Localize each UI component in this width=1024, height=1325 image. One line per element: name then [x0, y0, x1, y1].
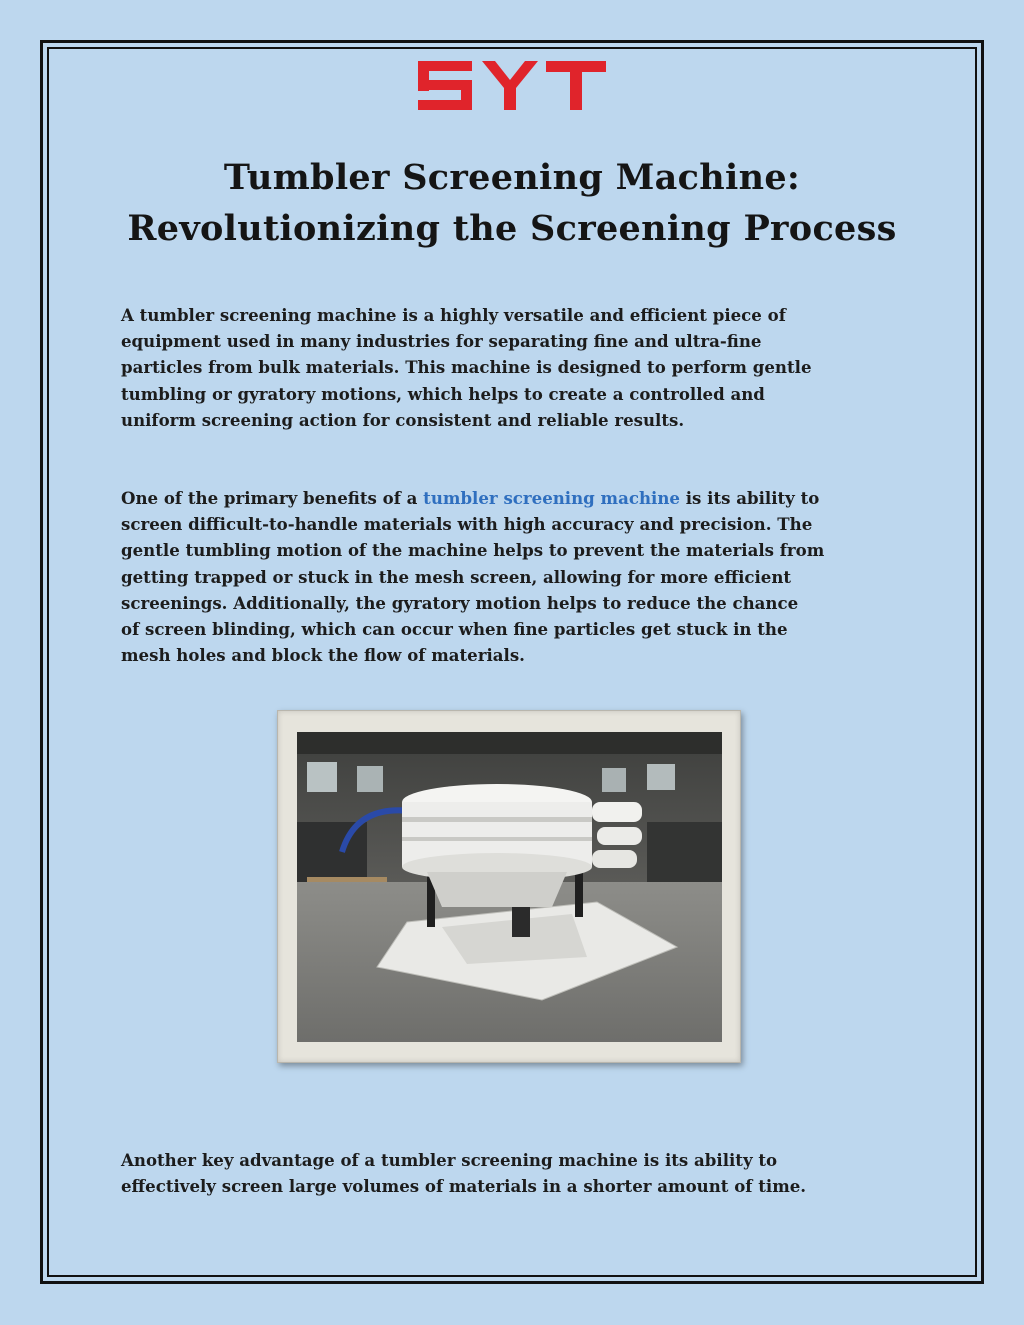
text-line: screenings. Additionally, the gyratory motion helps to reduce the chance: [121, 592, 799, 613]
text-line: particles from bulk materials. This machine is designed to perform gentle: [121, 357, 812, 378]
text-line: [121, 485, 911, 511]
text-line: getting trapped or stuck in the mesh screen, allowing for more efficient: [121, 566, 792, 587]
text-line: of screen blinding, which can occur when fine particles get stuck in the: [121, 619, 788, 640]
text-line: mesh holes and block the flow of materials.: [121, 645, 525, 666]
text-line: gentle tumbling motion of the machine helps to prevent the materials from: [121, 540, 825, 561]
benefits-paragraph: [121, 485, 911, 668]
text-line: equipment used in many industries for separating fine and ultra-fine: [121, 331, 762, 352]
page-title: [60, 152, 964, 254]
text-line: Another key advantage of a tumbler screening machine is its ability to: [121, 1150, 778, 1170]
text-line: tumbling or gyratory motions, which helps to create a controlled and: [121, 383, 765, 404]
syt-logo: [416, 58, 608, 112]
text-fragment: is its ability to: [679, 488, 820, 508]
text-line: uniform screening action for consistent and reliable results.: [121, 409, 685, 430]
text-line: A tumbler screening machine is a highly versatile and efficient piece of: [121, 305, 786, 325]
machine-photo-frame: [277, 710, 741, 1063]
intro-paragraph: [121, 302, 911, 433]
machine-photo: [297, 732, 722, 1042]
tumbler-machine-image: [297, 732, 722, 1042]
tumbler-screening-machine-link[interactable]: tumbler screening machine: [423, 488, 680, 508]
title-line-2: Revolutionizing the Screening Process: [127, 208, 897, 249]
title-line-1: Tumbler Screening Machine:: [223, 157, 801, 198]
text-fragment: One of the primary benefits of a: [121, 488, 424, 508]
text-line: effectively screen large volumes of materials in a shorter amount of time.: [121, 1176, 807, 1197]
advantage-paragraph: [121, 1147, 911, 1199]
text-line: screen difficult-to-handle materials with high accuracy and precision. The: [121, 514, 813, 535]
